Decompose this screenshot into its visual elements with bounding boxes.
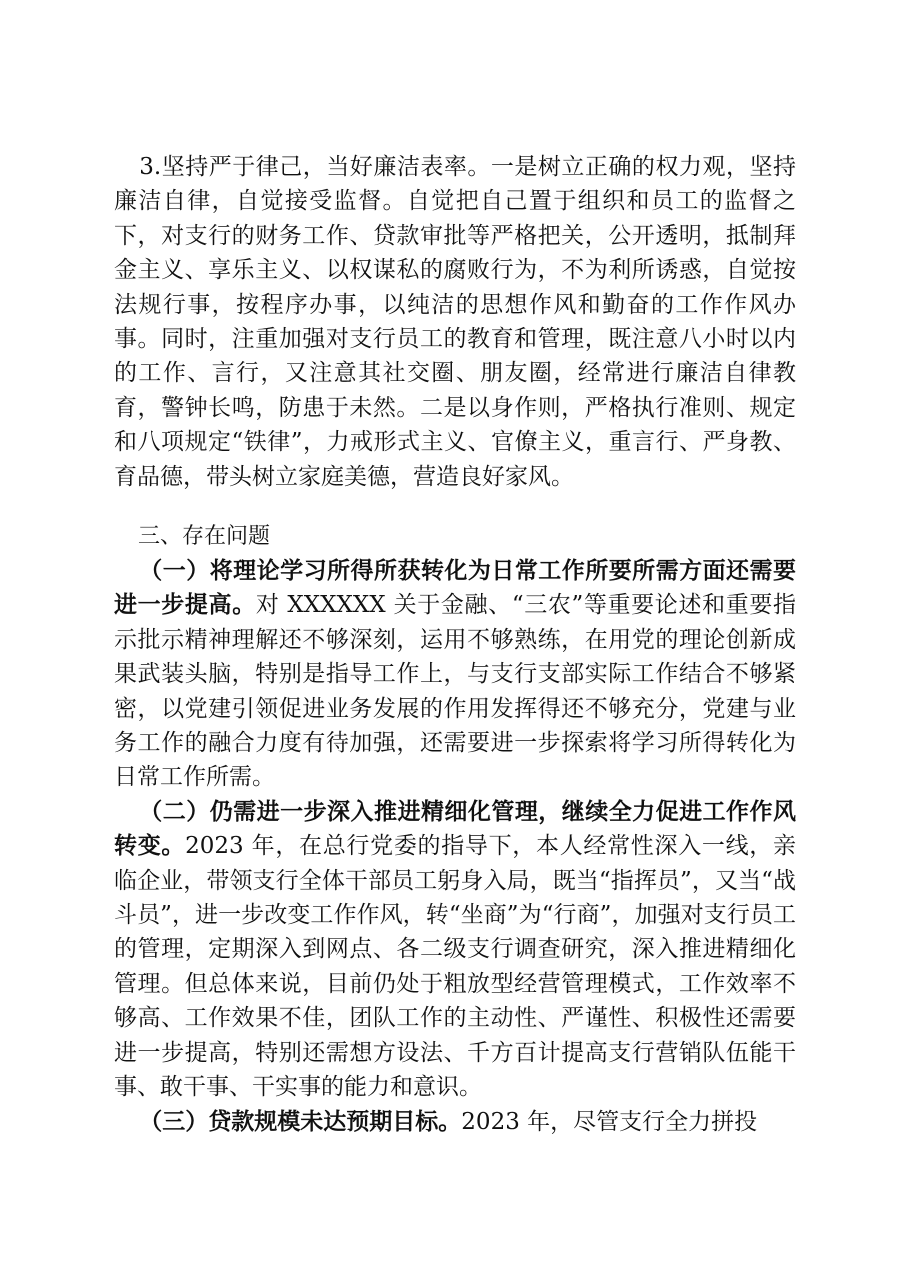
paragraph-theory-learning-body: 对 XXXXXX 关于金融、“三农”等重要论述和重要指示批示精神理解还不够深刻，运用不够熟练，在用党的理论创新成果武装头脑，特别是指导工作上，与支行支部实际工作结合不够紧密，以党建引领促进业务发展的作用发挥得还不够充分，党建与业务工作的融合力度有待加强，还需要进一步探索将学习所得转化为日常工作所需。 xyxy=(114,592,797,791)
paragraph-loan-scale-body: 2023 年，尽管支行全力拼投 xyxy=(461,1108,758,1135)
paragraph-management-body: 2023 年，在总行党委的指导下，本人经常性深入一线，亲临企业，带领支行全体干部员工躬身入局，既当“指挥员”，又当“战斗员”，进一步改变工作作风，转“坐商”为“行商”，加强对支行员工的管理，定期深入到网点、各二级支行调查研究，深入推进精细化管理。但总体来说，目前仍处于粗放型经营管理模式，工作效率不够高、工作效果不佳，团队工作的主动性、严谨性、积极性还需要进一步提高，特别还需想方设法、千方百计提高支行营销队伍能干事、敢干事、干实事的能力和意识。 xyxy=(114,833,796,1101)
paragraph-loan-scale-lead: （三）贷款规模未达预期目标。 xyxy=(139,1107,462,1135)
paragraph-integrity: 3.坚持严于律己，当好廉洁表率。一是树立正确的权力观，坚持廉洁自律，自觉接受监督。自觉把自己置于组织和员工的监督之下，对支行的财务工作、贷款审批等严格把关，公开透明，抵制拜金主义、享乐主义、以权谋私的腐败行为，不为利所诱惑，自觉按法规行事，按程序办事，以纯洁的思想作风和勤奋的工作作风办事。同时，注重加强对支行员工的教育和管理，既注意八小时以内的工作、言行，又注意其社交圈、朋友圈，经常进行廉洁自律教育，警钟长鸣，防患于未然。二是以身作则，严格执行准则、规定和八项规定“铁律”，力戒形式主义、官僚主义，重言行、严身教、育品德，带头树立家庭美德，营造良好家风。 xyxy=(114,154,796,490)
paragraph-theory-learning-lead: （一）将理论学习所得所获转化为日常工作所要所需方面还需要进一步提高。 xyxy=(114,557,796,619)
paragraph-management-lead: （二）仍需进一步深入推进精细化管理，继续全力促进工作作风转变。 xyxy=(114,797,796,860)
paragraph-theory-learning xyxy=(114,554,796,795)
paragraph-loan-scale xyxy=(114,1105,796,1139)
document-body-issues xyxy=(114,554,796,1139)
document-body-top xyxy=(114,150,796,494)
section-heading-issues: 三、存在问题 xyxy=(138,524,271,549)
paragraph-management xyxy=(114,795,796,1105)
